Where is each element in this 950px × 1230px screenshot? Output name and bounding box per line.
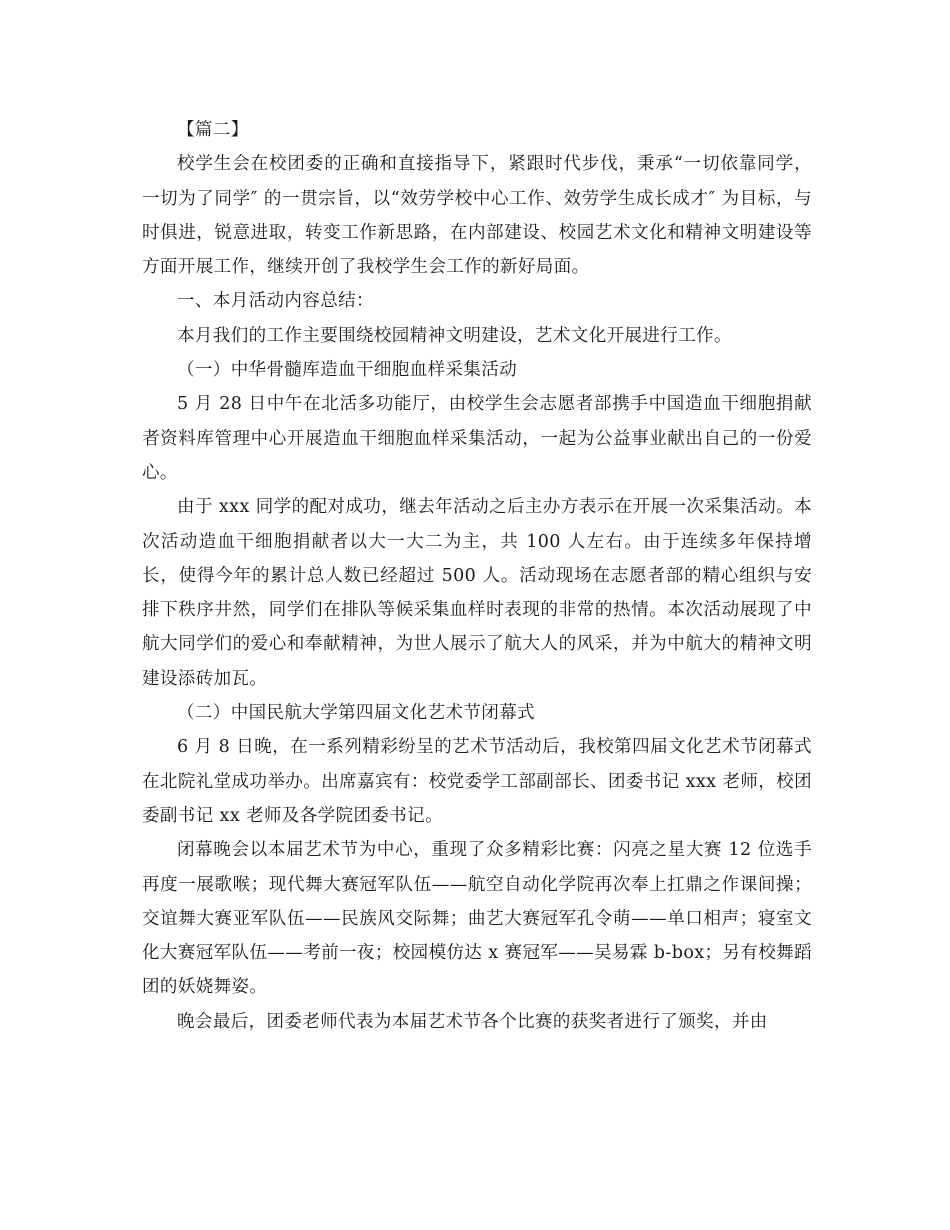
- section-title-summary: 一、本月活动内容总结：: [177, 291, 374, 312]
- paragraph-closing-ceremony: 6 月 8 日晚，在一系列精彩纷呈的艺术节活动后，我校第四届文化艺术节闭幕式在北院礼堂成功举办。出席嘉宾有：校党委学工部副部长、团委书记 xxx 老师，校团委副书记 xx 老师及各学院团委书记。: [142, 737, 812, 826]
- document-body: [142, 113, 812, 1039]
- subsection-title-2: （二）中国民航大学第四届文化艺术节闭幕式: [177, 703, 535, 724]
- section-heading: 【篇二】: [177, 120, 249, 140]
- paragraph-blood-drive-details: 由于 xxx 同学的配对成功，继去年活动之后主办方表示在开展一次采集活动。本次活动造血干细胞捐献者以大一大二为主，共 100 人左右。由于连续多年保持增长，使得今年的累计总人数已经超过 500 人。活动现场在志愿者部的精心组织与安排下秩序井然，同学们在排队等候采集血样时表现的非常的热情。本次活动展现了中航大同学们的爱心和奉献精神，为世人展示了航大人的风采，并为中航大的精神文明建设添砖加瓦。: [142, 497, 812, 689]
- paragraph-intro: 校学生会在校团委的正确和直接指导下，紧跟时代步伐，秉承“一切依靠同学，一切为了同学″ 的一贯宗旨，以“效劳学校中心工作、效劳学生成长成才″ 为目标，与时俱进，锐意进取，转变工作新思路，在内部建设、校园艺术文化和精神文明建设等方面开展工作，继续开创了我校学生会工作的新好局面。: [142, 154, 812, 278]
- subsection-title-1: （一）中华骨髓库造血干细胞血样采集活动: [177, 360, 518, 381]
- paragraph-gala-ending: 晚会最后，团委老师代表为本届艺术节各个比赛的获奖者进行了颁奖，并由: [177, 1011, 768, 1032]
- paragraph-gala-program: 闭幕晚会以本届艺术节为中心，重现了众多精彩比赛：闪亮之星大赛 12 位选手再度一展歌喉；现代舞大赛冠军队伍——航空自动化学院再次奉上扛鼎之作课间操；交谊舞大赛亚军队伍——民族风交际舞；曲艺大赛冠军孔令萌——单口相声；寝室文化大赛冠军队伍——考前一夜；校园模仿达 x 赛冠军——吴易霖 b-box；另有校舞蹈团的妖娆舞姿。: [142, 840, 812, 998]
- paragraph-blood-drive: 5 月 28 日中午在北活多功能厅，由校学生会志愿者部携手中国造血干细胞捐献者资料库管理中心开展造血干细胞血样采集活动，一起为公益事业献出自己的一份爱心。: [142, 394, 812, 483]
- paragraph-summary: 本月我们的工作主要围绕校园精神文明建设，艺术文化开展进行工作。: [177, 325, 732, 346]
